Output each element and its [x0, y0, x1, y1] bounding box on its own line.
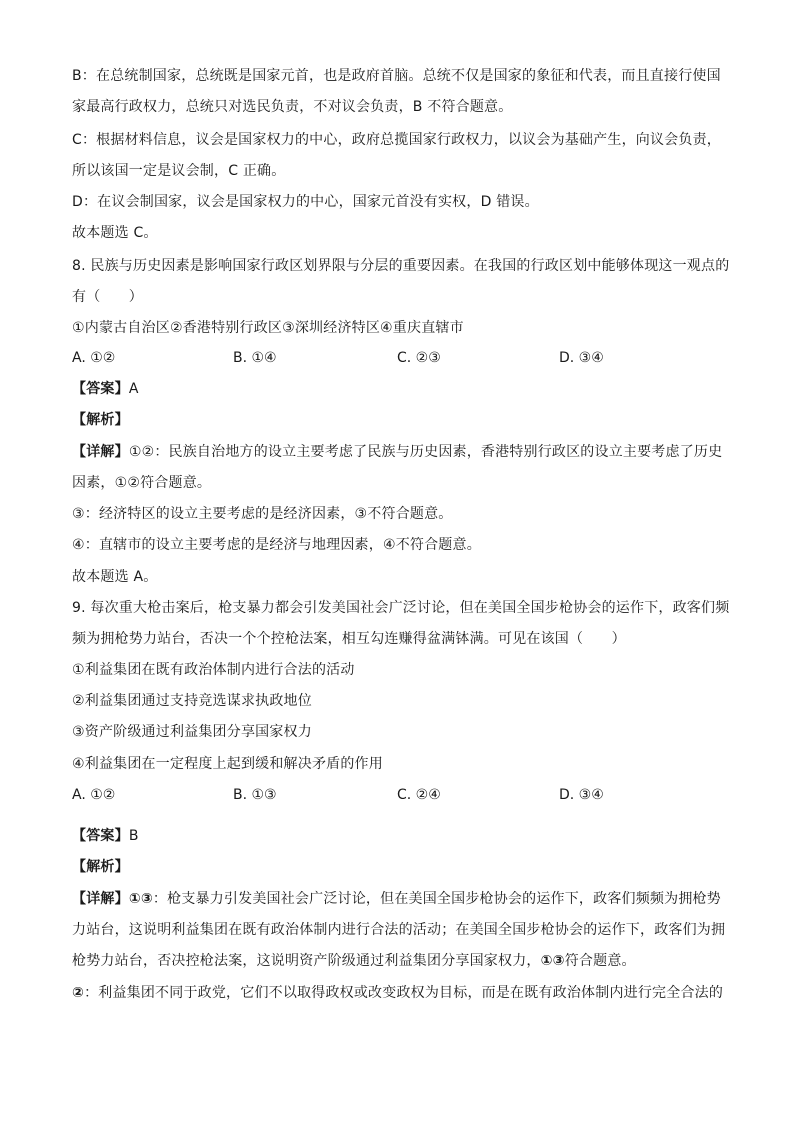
q7-option-b-line1: B：在总统制国家，总统既是国家元首，也是政府首脑。总统不仅是国家的象征和代表，而且直接行使国 [72, 68, 721, 84]
q8-detail-tag: 【详解】 [72, 444, 129, 460]
q7-conclusion: 故本题选 C。 [72, 225, 158, 241]
q9-item-2: ②利益集团通过支持竞选谋求执政地位 [72, 693, 312, 709]
q9-detail-line2: 力站台，这说明利益集团在既有政治体制内进行合法的活动；在美国全国步枪协会的运作下，政客们为拥 [72, 922, 726, 938]
q9-detail-tag: 【详解】 [72, 891, 129, 907]
q9-option-c: C. ②④ [397, 787, 441, 803]
q9-stem-line2: 频为拥枪势力站台，否决一个个控枪法案，相互勾连赚得盆满钵满。可见在该国（ ） [72, 631, 626, 647]
q8-detail-text1: ①②：民族自治地方的设立主要考虑了民族与历史因素，香港特别行政区的设立主要考虑了历史 [128, 444, 723, 460]
q9-item-1: ①利益集团在既有政治体制内进行合法的活动 [72, 662, 355, 678]
q9-stem-line1: 9. 每次重大枪击案后，枪支暴力都会引发美国社会广泛讨论，但在美国全国步枪协会的运作下，政客们频 [72, 600, 730, 616]
q9-option-d: D. ③④ [559, 787, 604, 803]
q8-items: ①内蒙古自治区②香港特别行政区③深圳经济特区④重庆直辖市 [72, 320, 464, 336]
q9-item-3: ③资产阶级通过利益集团分享国家权力 [72, 724, 312, 740]
q9-detail-line1 [72, 889, 721, 909]
q8-answer-value: A [128, 381, 139, 397]
q8-detail-line2: 因素，①②符合题意。 [72, 475, 212, 491]
q8-detail-line3: ③：经济特区的设立主要考虑的是经济因素，③不符合题意。 [72, 506, 453, 522]
q8-analysis-tag [72, 410, 129, 430]
q9-detail-line3 [72, 951, 636, 971]
q9-detail-mark: ①③ [128, 891, 153, 907]
q9-detail-text4-mark: ② [72, 985, 85, 1001]
q9-detail-text3-pre: 枪势力站台，否决控枪法案，这说明资产阶级通过利益集团分享国家权力， [72, 953, 541, 969]
q9-analysis-label: 【解析】 [72, 859, 129, 875]
q8-analysis-label: 【解析】 [72, 412, 129, 428]
q8-option-d: D. ③④ [559, 350, 604, 366]
q7-option-c-line2: 所以该国一定是议会制，C 正确。 [72, 163, 286, 179]
q7-option-b-line2: 家最高行政权力，总统只对选民负责，不对议会负责，B 不符合题意。 [72, 99, 513, 115]
q9-detail-line4 [72, 983, 723, 1003]
q8-stem-line2: 有（ ） [72, 289, 143, 305]
q8-option-a: A. ①② [72, 350, 116, 366]
q9-option-b: B. ①③ [233, 787, 277, 803]
q8-stem-line1: 8. 民族与历史因素是影响国家行政区划界限与分层的重要因素。在我国的行政区划中能够体现这一观点的 [72, 258, 730, 274]
q9-answer-value: B [128, 828, 139, 844]
q9-detail-text1: ：枪支暴力引发美国社会广泛讨论，但在美国全国步枪协会的运作下，政客们频频为拥枪势 [152, 891, 721, 907]
q9-item-4: ④利益集团在一定程度上起到缓和解决矛盾的作用 [72, 756, 383, 772]
q7-option-c-line1: C：根据材料信息，议会是国家权力的中心，政府总揽国家行政权力，以议会为基础产生，向议会负责， [72, 132, 721, 148]
q8-detail-line1 [72, 442, 722, 462]
q8-option-b: B. ①④ [233, 350, 277, 366]
q9-answer-tag: 【答案】 [72, 828, 129, 844]
q7-option-d-line: D：在议会制国家，议会是国家权力的中心，国家元首没有实权，D 错误。 [72, 194, 539, 210]
q8-answer-row [72, 379, 139, 399]
q9-detail-text3-post: 符合题意。 [564, 953, 636, 969]
q8-answer-tag: 【答案】 [72, 381, 129, 397]
q8-detail-line4: ④：直辖市的设立主要考虑的是经济与地理因素，④不符合题意。 [72, 537, 481, 553]
q9-detail-text4: ：利益集团不同于政党，它们不以取得政权或改变政权为目标，而是在既有政治体制内进行完全合法的 [84, 985, 724, 1001]
q9-analysis-tag [72, 857, 129, 877]
q9-answer-row [72, 826, 139, 846]
q9-option-a: A. ①② [72, 787, 116, 803]
q8-conclusion: 故本题选 A。 [72, 569, 158, 585]
q8-option-c: C. ②③ [397, 350, 441, 366]
q9-detail-text3-mark: ①③ [540, 953, 565, 969]
